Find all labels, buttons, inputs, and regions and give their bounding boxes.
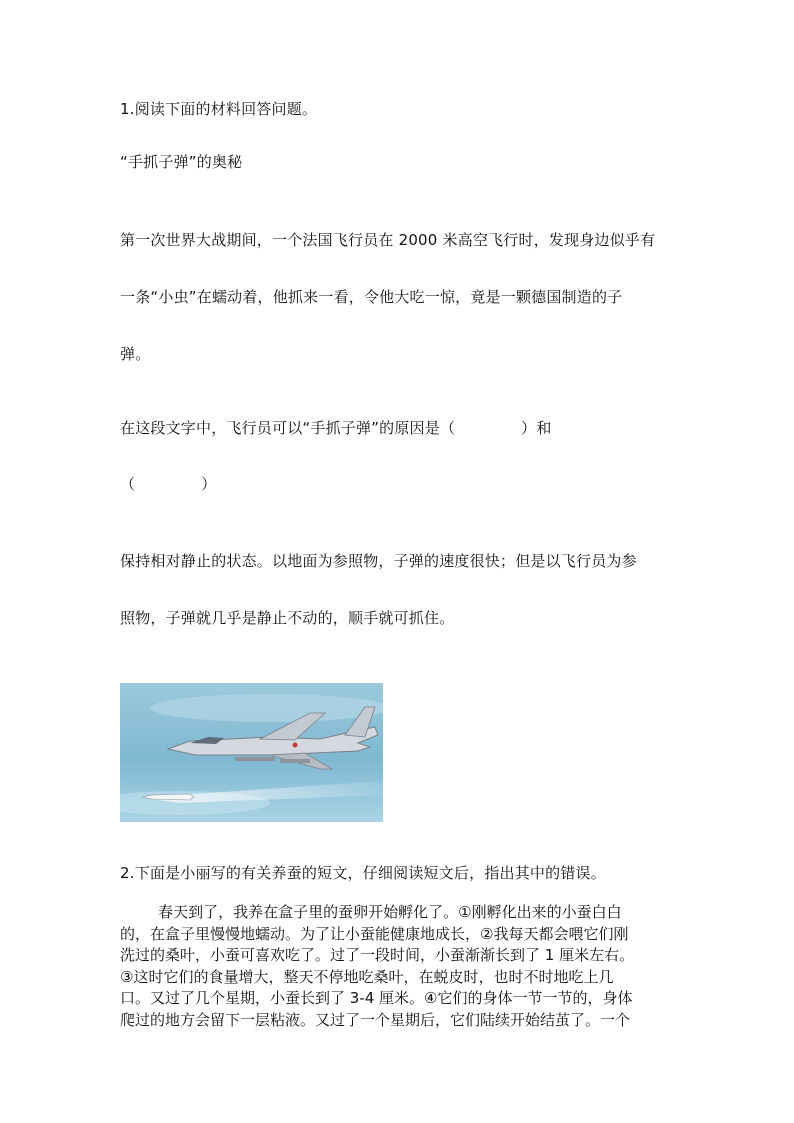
passage-title: “手抓子弹”的奥秘 xyxy=(120,153,243,171)
answer-text-line-1: 保持相对静止的状态。以地面为参照物，子弹的速度很快；但是以飞行员为参 xyxy=(120,552,637,570)
passage-line-1: 第一次世界大战期间，一个法国飞行员在 2000 米高空飞行时，发现身边似乎有 xyxy=(120,231,656,249)
question-1-prompt xyxy=(120,417,552,438)
fighter-jet-photo xyxy=(120,683,383,822)
answer-text-line-2: 照物，子弹就几乎是静止不动的，顺手就可抓住。 xyxy=(120,609,455,627)
question-2-title: 2.下面是小丽写的有关养蚕的短文，仔细阅读短文后，指出其中的错误。 xyxy=(120,864,606,882)
answer-blank-2-line xyxy=(120,473,216,494)
passage-line-2: 一条“小虫”在蠕动着，他抓来一看，令他大吃一惊，竟是一颗德国制造的子 xyxy=(120,288,623,306)
passage-line-3: 弹。 xyxy=(120,345,151,363)
essay-line-3: 洗过的桑叶，小蚕可喜欢吃了。过了一段时间，小蚕渐渐长到了 1 厘米左右。 xyxy=(120,946,635,964)
question-1-title: 1.阅读下面的材料回答问题。 xyxy=(120,100,318,118)
blank-open-paren: （ xyxy=(120,475,136,493)
blank-close-paren: ） xyxy=(201,475,217,493)
essay-passage xyxy=(120,902,668,1031)
essay-line-6: 爬过的地方会留下一层粘液。又过了一个星期后，它们陆续开始结茧了。一个 xyxy=(120,1010,631,1029)
question-suffix: ）和 xyxy=(521,419,552,437)
essay-line-5: 口。又过了几个星期，小蚕长到了 3-4 厘米。④它们的身体一节一节的，身体 xyxy=(120,989,633,1007)
essay-line-4: ③这时它们的食量增大，整天不停地吃桑叶，在蜕皮时，也时不时地吃上几 xyxy=(120,967,614,986)
essay-line-2: 的，在盒子里慢慢地蠕动。为了让小蚕能健康地成长，②我每天都会喂它们刚 xyxy=(120,924,629,943)
essay-line-1: 春天到了，我养在盒子里的蚕卵开始孵化了。①刚孵化出来的小蚕白白 xyxy=(120,903,622,921)
question-prefix: 在这段文字中，飞行员可以“手抓子弹”的原因是（ xyxy=(120,419,456,437)
